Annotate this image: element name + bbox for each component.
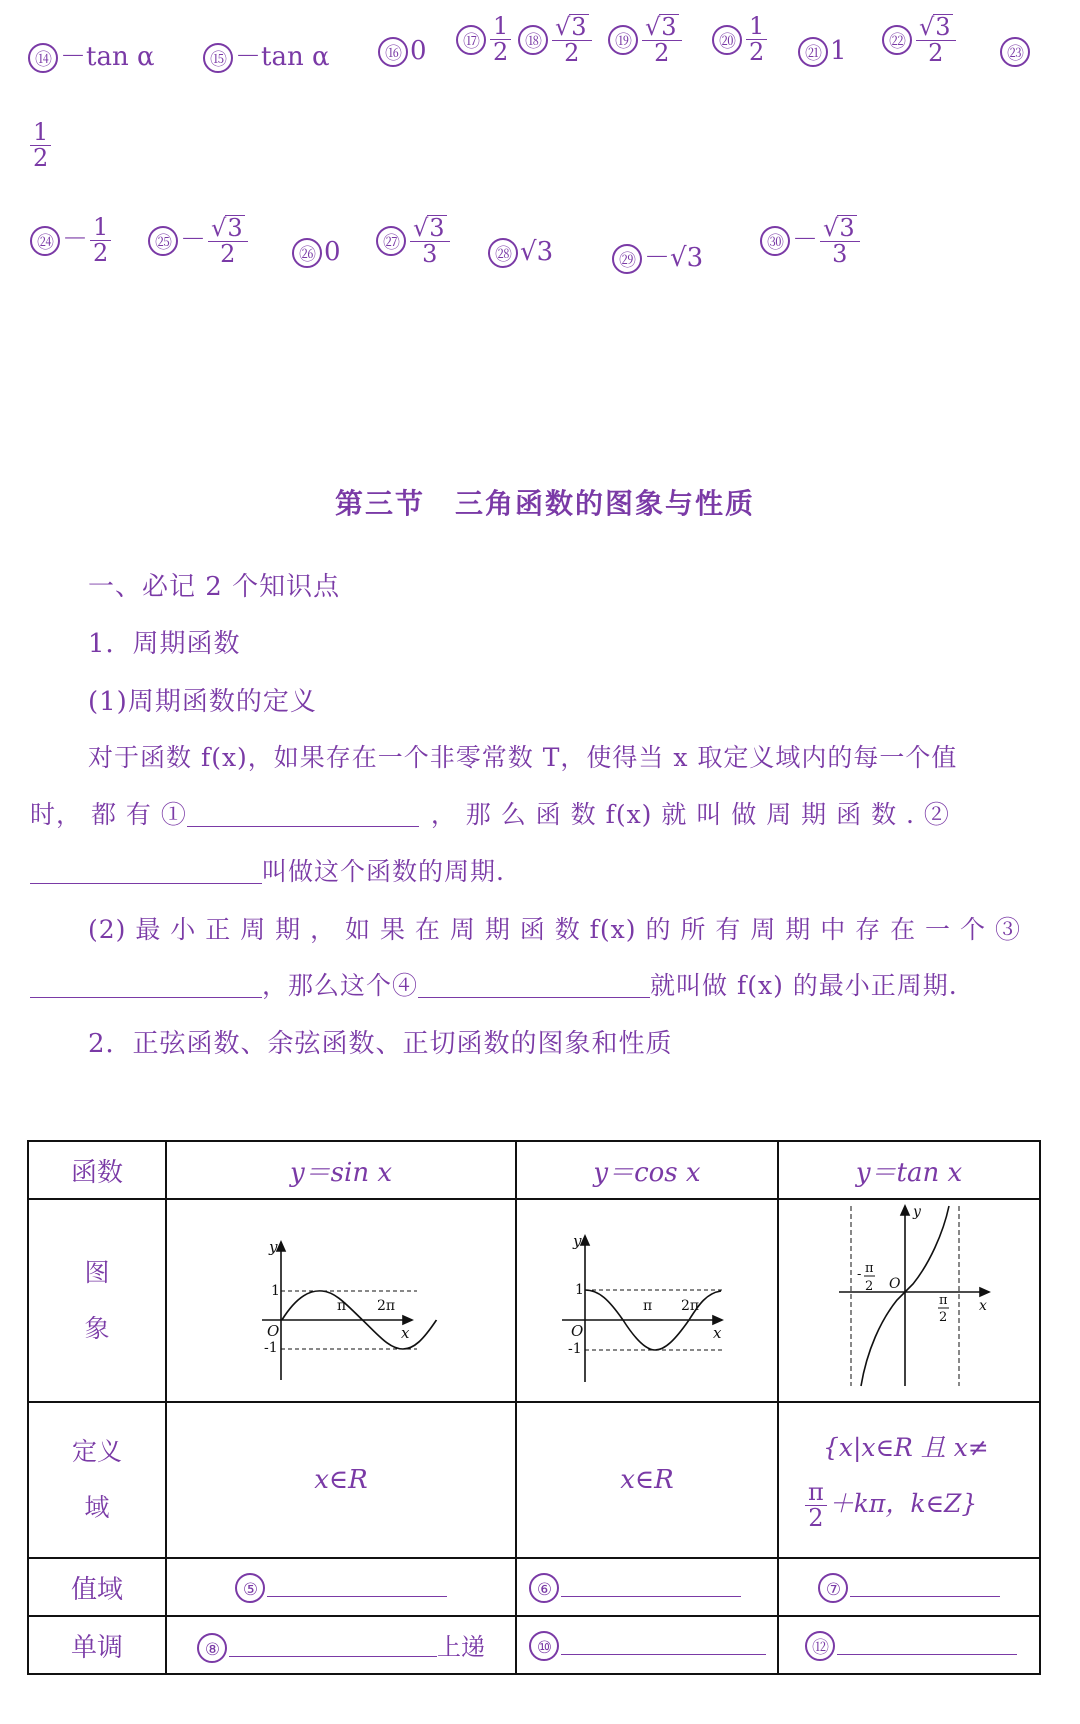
answer-23 bbox=[1000, 36, 1032, 67]
answer-24: ㉔ － $\frac{1}{2}$ bbox=[30, 215, 113, 266]
svg-text:y: y bbox=[573, 1232, 582, 1250]
sin-graph bbox=[167, 1200, 515, 1394]
svg-text:O: O bbox=[267, 1322, 280, 1340]
fraction: $\frac{1}{2}$ bbox=[490, 14, 511, 65]
half-pi-fraction: $\frac{\pi}{2}$ bbox=[805, 1480, 827, 1531]
cos-graph-cell bbox=[516, 1199, 778, 1402]
svg-text:y: y bbox=[269, 1238, 278, 1256]
blank-2[interactable] bbox=[30, 857, 262, 884]
svg-text:π: π bbox=[643, 1298, 653, 1314]
answer-26: ㉖ 0 bbox=[292, 237, 341, 268]
fraction: $\frac{√3}{2}$ bbox=[552, 14, 592, 66]
label-range: 值域 bbox=[28, 1558, 166, 1616]
answer-30: ㉚ － $\frac{√3}{3}$ bbox=[760, 215, 862, 267]
table-row-domain bbox=[28, 1402, 1040, 1558]
answer-number: ㉘ bbox=[488, 238, 518, 268]
answer-18 bbox=[518, 14, 594, 66]
answer-25: ㉕ － $\frac{√3}{2}$ bbox=[148, 215, 250, 267]
svg-text:-: - bbox=[857, 1267, 862, 1282]
answer-20 bbox=[712, 14, 769, 65]
svg-text:O: O bbox=[571, 1322, 584, 1340]
answer-number: ㉑ bbox=[798, 37, 828, 67]
cos-domain: x∈R bbox=[516, 1402, 778, 1558]
blank-5[interactable] bbox=[267, 1572, 447, 1597]
table-row-monotonic bbox=[28, 1616, 1040, 1674]
svg-text:-1: -1 bbox=[264, 1340, 278, 1356]
sin-monotonic: ⑧ 上递 bbox=[166, 1616, 516, 1674]
svg-text:2π: 2π bbox=[681, 1298, 700, 1314]
table-row-header bbox=[28, 1141, 1040, 1199]
svg-text:-1: -1 bbox=[568, 1341, 582, 1357]
label-monotonic: 单调 bbox=[28, 1616, 166, 1674]
table-row-graph bbox=[28, 1199, 1040, 1402]
tan-range: ⑦ bbox=[778, 1558, 1040, 1616]
answer-15 bbox=[203, 36, 330, 73]
answer-number: ㉖ bbox=[292, 238, 322, 268]
header-function: 函数 bbox=[28, 1141, 166, 1199]
svg-text:2: 2 bbox=[939, 1310, 948, 1325]
answer-16 bbox=[378, 36, 427, 67]
answer-number: ㉒ bbox=[882, 25, 912, 55]
answer-number: ㉕ bbox=[148, 226, 178, 256]
fraction: $\frac{1}{2}$ bbox=[30, 120, 51, 171]
svg-text:y: y bbox=[913, 1204, 921, 1220]
answer-number: ⑱ bbox=[518, 25, 548, 55]
header-cos: y＝cos x bbox=[516, 1141, 778, 1199]
fraction: $\frac{√3}{3}$ bbox=[820, 215, 860, 267]
header-tan: y＝tan x bbox=[778, 1141, 1040, 1199]
sin-graph-cell bbox=[166, 1199, 516, 1402]
answer-number: ⑭ bbox=[28, 43, 58, 73]
svg-text:π: π bbox=[939, 1293, 948, 1308]
answer-value: 0 bbox=[410, 36, 427, 66]
answer-14 bbox=[28, 36, 155, 73]
cos-monotonic: ⑩ bbox=[516, 1616, 778, 1674]
answer-22 bbox=[882, 14, 958, 66]
svg-text:1: 1 bbox=[575, 1282, 584, 1298]
label-domain bbox=[28, 1402, 166, 1558]
answer-29: ㉙ －√3 bbox=[612, 237, 703, 274]
blank-12[interactable] bbox=[837, 1630, 1017, 1655]
answer-28: ㉘ √3 bbox=[488, 237, 553, 268]
svg-text:O: O bbox=[889, 1276, 901, 1292]
label-graph bbox=[28, 1199, 166, 1402]
header-sin: y＝sin x bbox=[166, 1141, 516, 1199]
svg-text:2π: 2π bbox=[377, 1298, 396, 1314]
tan-graph bbox=[779, 1200, 1039, 1394]
svg-text:x: x bbox=[979, 1298, 987, 1314]
answer-number: ㉙ bbox=[612, 244, 642, 274]
heading-knowledge-points: 一、必记 2 个知识点 bbox=[88, 572, 341, 602]
fraction: $\frac{√3}{3}$ bbox=[410, 215, 450, 267]
fraction: $\frac{1}{2}$ bbox=[90, 215, 111, 266]
heading-trig-graphs: 2．正弦函数、余弦函数、正切函数的图象和性质 bbox=[88, 1029, 673, 1059]
answer-value: －tan α bbox=[60, 42, 155, 72]
blank-7[interactable] bbox=[850, 1572, 1000, 1597]
svg-text:2: 2 bbox=[865, 1279, 874, 1294]
answer-number: ⑮ bbox=[203, 43, 233, 73]
answer-number: ㉔ bbox=[30, 226, 60, 256]
trig-properties-table bbox=[27, 1140, 1041, 1675]
svg-text:1: 1 bbox=[271, 1283, 280, 1299]
section-title: 第三节 三角函数的图象与性质 bbox=[335, 487, 756, 520]
paragraph-line-4: (2) 最 小 正 周 期 ， 如 果 在 周 期 函 数 f(x) 的 所 有 周 期 中 存 在 一 个 ③ bbox=[88, 915, 1021, 944]
answer-21 bbox=[798, 36, 847, 67]
subheading-definition: (1)周期函数的定义 bbox=[88, 687, 317, 717]
answer-number: ⑰ bbox=[456, 25, 486, 55]
paragraph-line-5: ，那么这个④ 就叫做 f(x) 的最小正周期. bbox=[30, 966, 958, 1002]
paragraph-line-3: 叫做这个函数的周期. bbox=[30, 852, 505, 888]
svg-text:x: x bbox=[401, 1324, 410, 1342]
cos-graph bbox=[517, 1200, 777, 1394]
answer-value: －tan α bbox=[235, 42, 330, 72]
fraction: $\frac{√3}{2}$ bbox=[208, 215, 248, 267]
svg-text:π: π bbox=[865, 1261, 874, 1276]
answer-17 bbox=[456, 14, 513, 65]
fraction: $\frac{1}{2}$ bbox=[746, 14, 767, 65]
svg-text:x: x bbox=[713, 1324, 722, 1342]
answer-row-1 bbox=[28, 8, 1068, 88]
answer-number: ⑯ bbox=[378, 37, 408, 67]
paragraph-line-1: 对于函数 f(x)，如果存在一个非零常数 T，使得当 x 取定义域内的每一个值 bbox=[88, 743, 958, 772]
answer-value: 1 bbox=[830, 36, 847, 66]
fraction: $\frac{√3}{2}$ bbox=[642, 14, 682, 66]
blank-8[interactable] bbox=[229, 1632, 437, 1657]
answer-number: ㉗ bbox=[376, 226, 406, 256]
label-domain-text: 定义 域 bbox=[71, 1437, 122, 1522]
heading-periodic-function: 1．周期函数 bbox=[88, 629, 241, 659]
blank-4[interactable] bbox=[418, 971, 650, 998]
svg-text:π: π bbox=[337, 1298, 347, 1314]
answer-19 bbox=[608, 14, 684, 66]
answer-number: ⑳ bbox=[712, 25, 742, 55]
blank-10[interactable] bbox=[561, 1630, 766, 1655]
answer-27 bbox=[376, 215, 452, 267]
blank-6[interactable] bbox=[561, 1572, 741, 1597]
sin-range: ⑤ bbox=[166, 1558, 516, 1616]
fraction: $\frac{√3}{2}$ bbox=[916, 14, 956, 66]
answer-23-value bbox=[28, 120, 53, 171]
blank-3[interactable] bbox=[30, 971, 262, 998]
tan-graph-cell bbox=[778, 1199, 1040, 1402]
sin-domain: x∈R bbox=[166, 1402, 516, 1558]
cos-range: ⑥ bbox=[516, 1558, 778, 1616]
tan-monotonic: ⑫ bbox=[778, 1616, 1040, 1674]
paragraph-line-2: 时， 都 有 ① ， 那 么 函 数 f(x) 就 叫 做 周 期 函 数 . ② bbox=[30, 800, 950, 829]
table-row-range bbox=[28, 1558, 1040, 1616]
blank-1[interactable] bbox=[187, 800, 419, 827]
tan-domain: {x|x∈R 且 x≠ $\frac{\pi}{2}$ ＋kπ，k∈Z} bbox=[778, 1402, 1040, 1558]
answer-number: ㉚ bbox=[760, 226, 790, 256]
label-graph-text: 图 象 bbox=[84, 1257, 110, 1343]
answer-number: ⑲ bbox=[608, 25, 638, 55]
answer-row-2 bbox=[30, 215, 1030, 295]
answer-number: ㉓ bbox=[1000, 37, 1030, 67]
